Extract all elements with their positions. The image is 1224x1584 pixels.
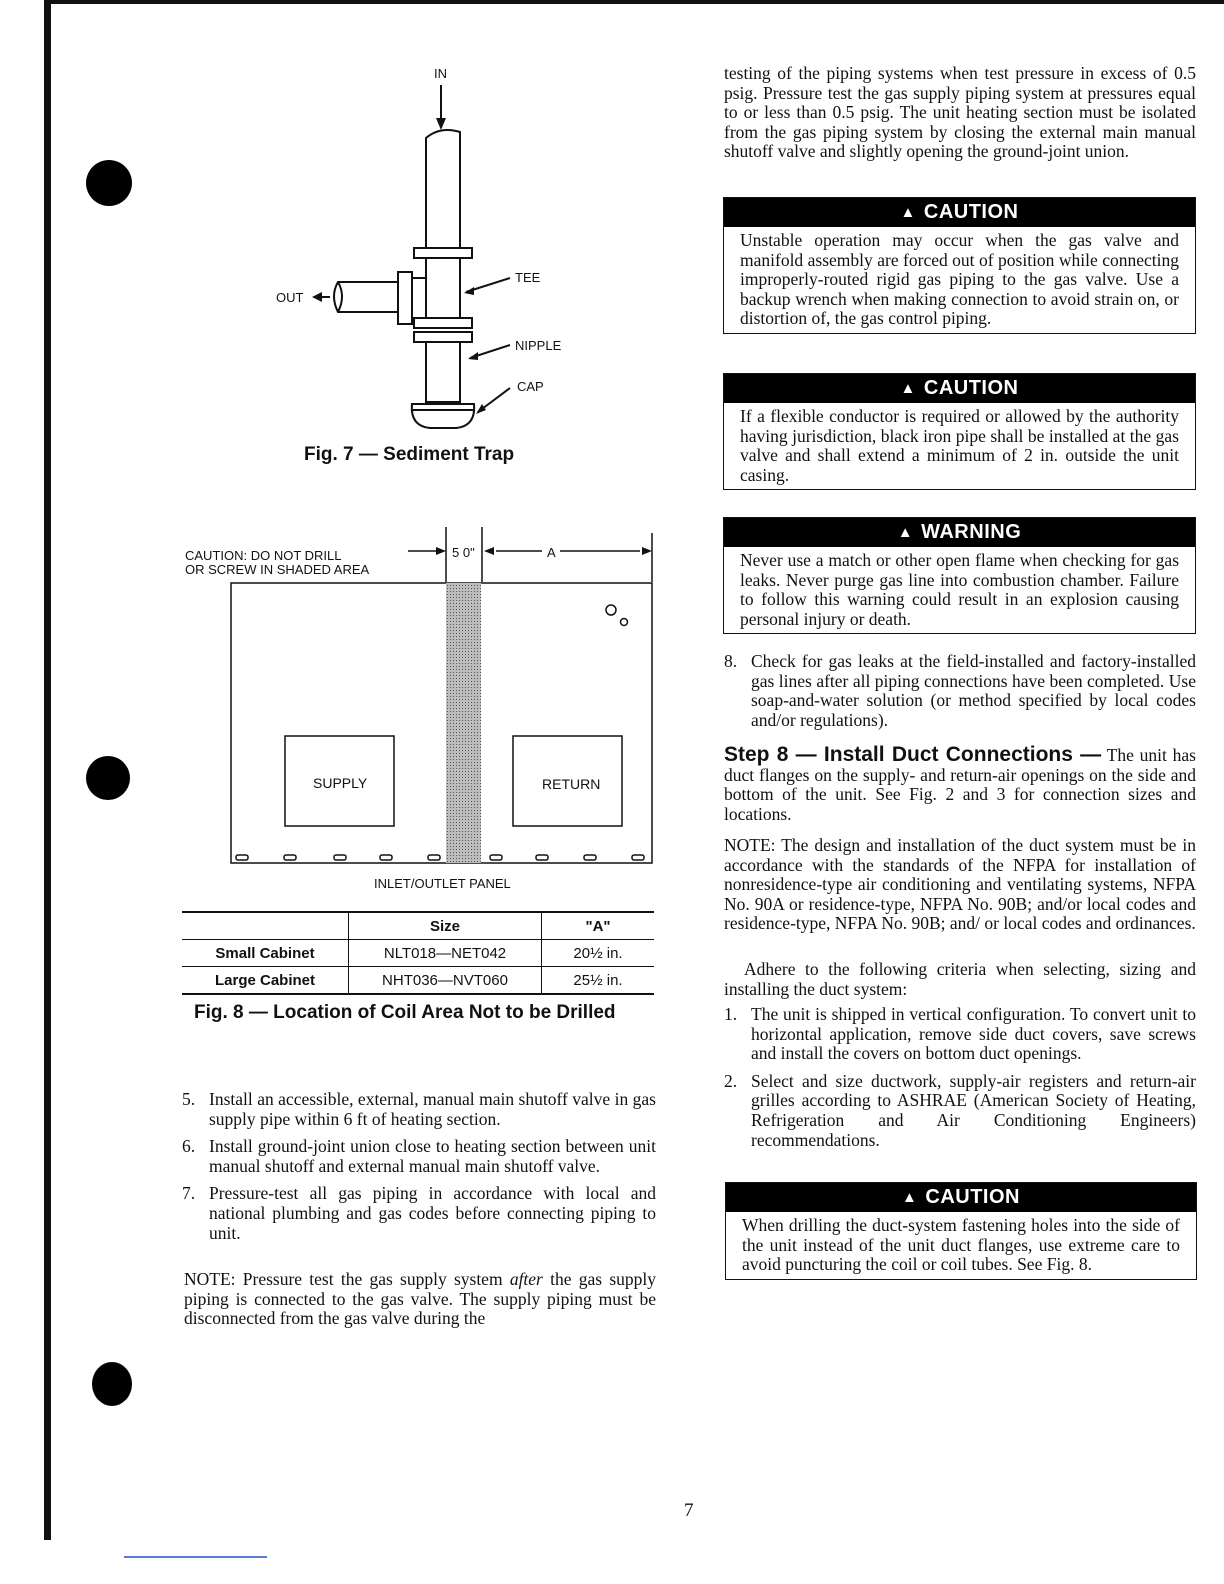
list-text: Install ground-joint union close to heating section between unit manual shutoff and external manual main shutoff valve.: [209, 1136, 656, 1176]
list-number: 2.: [724, 1070, 738, 1091]
table-cell: Large Cabinet: [182, 967, 349, 995]
list-item: [182, 1184, 656, 1243]
caution-text: If a flexible conductor is required or allowed by the authority having jurisdiction, black iron pipe shall be installed at the gas valve and shall extend a minimum of 2 in. outside the unit casing.: [740, 406, 1179, 485]
list-text: Pressure-test all gas piping in accordance with local and national plumbing and gas codes before connecting piping to unit.: [209, 1183, 656, 1243]
list-text: The unit is shipped in vertical configuration. To convert unit to horizontal application, remove side duct covers, save screws and install the covers on bottom duct openings.: [751, 1004, 1196, 1064]
duct-design-note: NOTE: The design and installation of the duct system must be in accordance with the standards of the NFPA for installation of nonresidence-type air conditioning and ventilating systems, NFPA No. 90A or residence-type, NFPA No. 90B; and/or local codes and residence-type, NFPA No. 90B; and/ or local codes and ordinances.: [724, 835, 1196, 934]
list-item: [724, 1072, 1196, 1150]
supply-label: SUPPLY: [313, 775, 368, 791]
testing-paragraph: testing of the piping systems when test pressure in excess of 0.5 psig. Pressure test the gas supply piping system at pressures equal to or less than 0.5 psig. The unit heating section must be isolated from the gas piping system by closing the external main manual shutoff valve and slightly opening the ground-joint union.: [724, 63, 1196, 162]
warning-text: Never use a match or other open flame when checking for gas leaks. Never purge gas line into combustion chamber. Failure to follow this warning could result in an explosion causing personal injury or death.: [740, 550, 1179, 629]
list-text: Select and size ductwork, supply-air registers and return-air grilles according to ASHRAE (American Society of Heating, Refrigeration and Air Conditioning Engineers) recommendations.: [751, 1070, 1196, 1150]
caution-box-3: [725, 1182, 1197, 1280]
caution-box-1: [723, 197, 1196, 334]
table-header-cell: Size: [349, 912, 542, 940]
caution-header: [724, 198, 1195, 227]
warning-box: [723, 517, 1196, 634]
in-label: IN: [434, 66, 447, 81]
out-label: OUT: [276, 290, 304, 305]
caution-text: When drilling the duct-system fastening holes into the side of the unit instead of the unit duct flanges, use extreme care to avoid puncturing the coil or coil tubes. See Fig. 8.: [742, 1215, 1180, 1275]
caution-header: [726, 1183, 1196, 1212]
dimension-a-label: A: [547, 545, 556, 560]
caution-drill-line-2: OR SCREW IN SHADED AREA: [185, 562, 370, 577]
table-cell: NHT036—NVT060: [349, 967, 542, 995]
caution-title: CAUTION: [923, 377, 1019, 399]
list-text: Check for gas leaks at the field-installed and factory-installed gas lines after all piping connections have been completed. Use soap-and-water solution (or method specified by local codes and/or regulations).: [751, 651, 1196, 730]
warning-triangle-icon: ▲: [900, 204, 916, 221]
table-row: [182, 940, 654, 967]
warning-triangle-icon: ▲: [902, 1189, 918, 1206]
table-header-cell: "A": [542, 912, 655, 940]
gas-piping-steps: [182, 1090, 656, 1251]
list-text: Install an accessible, external, manual main shutoff valve in gas supply pipe within 6 ft of heating section.: [209, 1089, 656, 1129]
figure-7-caption: Fig. 7 — Sediment Trap: [304, 444, 515, 465]
nipple-label: NIPPLE: [515, 338, 562, 353]
step-8-heading: Step 8 — Install Duct Connections —: [724, 743, 1102, 766]
duct-criteria-list: [724, 1005, 1196, 1158]
caution-box-2: [723, 373, 1196, 490]
tee-label: TEE: [515, 270, 541, 285]
list-item: [724, 652, 1196, 730]
note-prefix: NOTE: Pressure test the gas supply system: [184, 1269, 510, 1289]
list-item: [724, 1005, 1196, 1064]
caution-text: Unstable operation may occur when the gas valve and manifold assembly are forced out of position while connecting improperly-routed rigid gas piping to the gas valve. Use a backup wrench when making connection to avoid strain on, or distortion of, the gas control piping.: [740, 230, 1179, 329]
table-cell: NLT018—NET042: [349, 940, 542, 967]
scan-bottom-mark: [124, 1556, 267, 1558]
warning-triangle-icon: ▲: [897, 524, 914, 541]
list-item: [182, 1137, 656, 1176]
dimension-5-label: 5 0": [452, 545, 475, 560]
leak-check-step: [724, 652, 1196, 738]
punch-hole: [92, 1362, 132, 1406]
step-8-paragraph: [724, 745, 1196, 824]
caution-title: CAUTION: [923, 201, 1019, 223]
note-suffix: the gas supply piping is connected to the gas valve. The supply piping must be disconnected from the gas valve during the: [184, 1269, 656, 1329]
caution-drill-line-1: CAUTION: DO NOT DRILL: [185, 548, 342, 563]
warning-header: [724, 518, 1195, 547]
list-number: 7.: [182, 1183, 196, 1204]
list-number: 5.: [182, 1089, 196, 1109]
figure-8-caption: Fig. 8 — Location of Coil Area Not to be Drilled: [194, 1002, 616, 1023]
table-cell: Small Cabinet: [182, 940, 349, 967]
cabinet-size-table: [182, 911, 654, 995]
page-number: 7: [684, 1500, 694, 1521]
list-item: [182, 1090, 656, 1129]
table-cell: 25½ in.: [542, 967, 655, 995]
return-label: RETURN: [542, 776, 601, 792]
table-header-row: [182, 912, 654, 940]
table-header-cell: [182, 912, 349, 940]
list-number: 6.: [182, 1136, 196, 1157]
step-8-text: The unit has duct flanges on the supply- and return-air openings on the side and bottom of the unit. See Fig. 2 and 3 for connection sizes and locations.: [724, 745, 1196, 824]
inlet-outlet-panel-label: INLET/OUTLET PANEL: [374, 876, 511, 891]
note-emphasis: after: [509, 1269, 543, 1289]
table-row: [182, 967, 654, 995]
caution-title: CAUTION: [925, 1186, 1020, 1208]
cap-label: CAP: [517, 379, 544, 394]
list-number: 1.: [724, 1004, 738, 1024]
table-cell: 20½ in.: [542, 940, 655, 967]
warning-triangle-icon: ▲: [900, 380, 916, 397]
adhere-paragraph: Adhere to the following criteria when selecting, sizing and installing the duct system:: [724, 959, 1196, 999]
caution-header: [724, 374, 1195, 403]
list-number: 8.: [724, 651, 738, 671]
pressure-test-note: [184, 1270, 656, 1329]
warning-title: WARNING: [921, 521, 1022, 543]
